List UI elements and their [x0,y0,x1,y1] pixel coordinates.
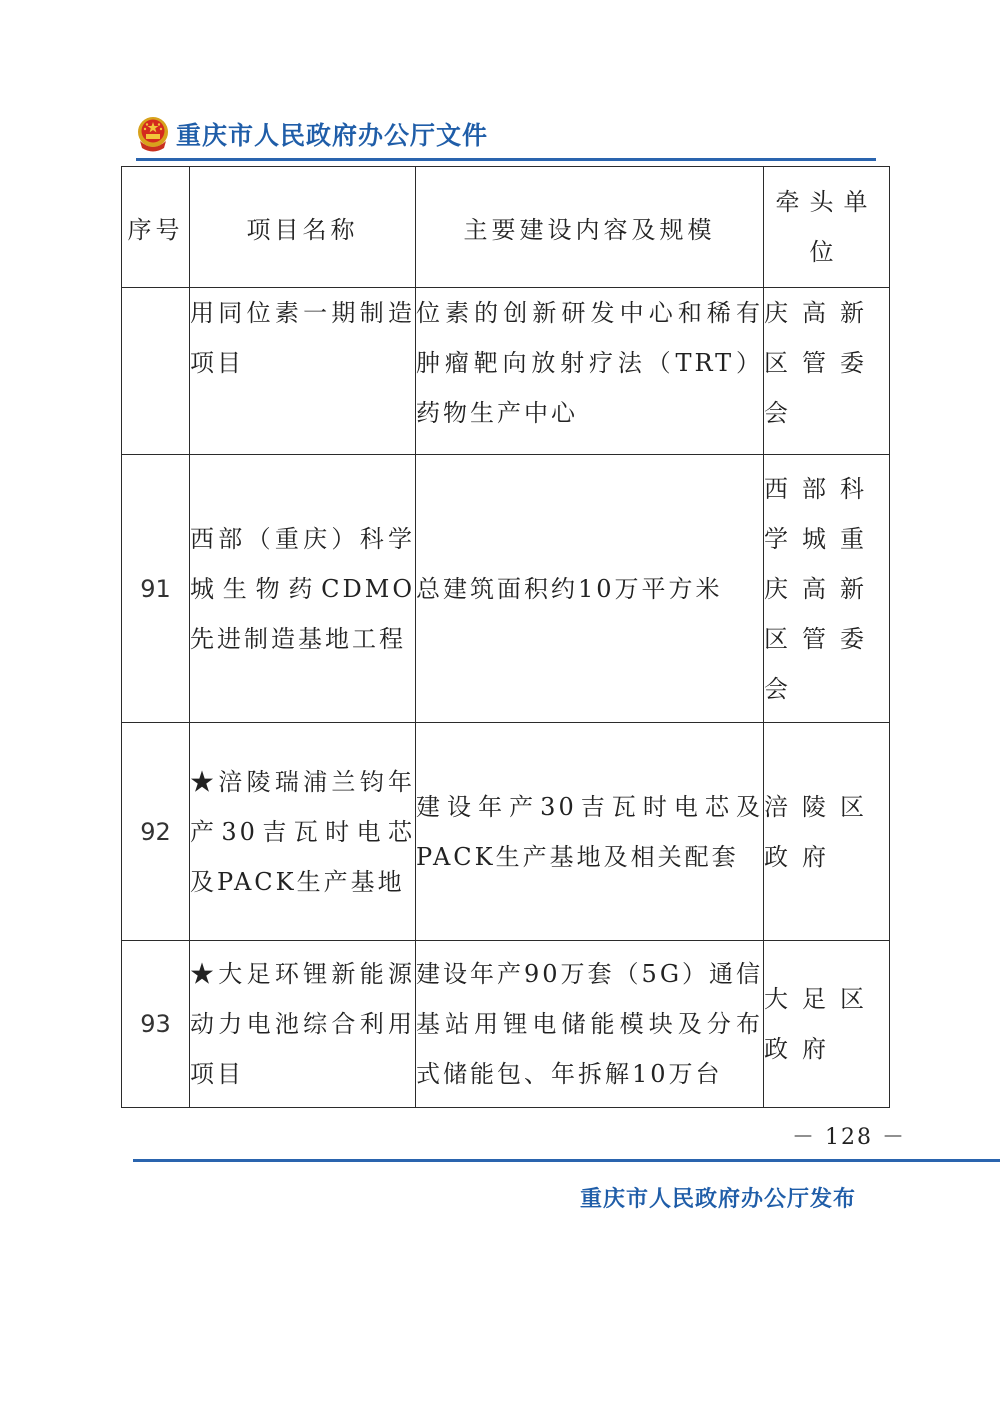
row-project-name: ★大足环锂新能源动力电池综合利用项目 [190,941,416,1108]
row-content: 位素的创新研发中心和稀有肿瘤靶向放射疗法（TRT）药物生产中心 [416,288,764,455]
table-row [122,723,890,941]
column-header-seq: 序号 [122,167,190,288]
table-header-row [122,167,890,288]
row-seq [122,288,190,455]
page-number: － 128 － [792,1125,906,1150]
column-header-name: 项目名称 [190,167,416,288]
row-lead-unit: 涪陵区政府 [764,723,890,941]
row-content: 建设年产90万套（5G）通信基站用锂电储能模块及分布式储能包、年拆解10万台 [416,941,764,1108]
row-project-name: 用同位素一期制造项目 [190,288,416,455]
row-lead-unit: 庆高新区管委会 [764,288,890,455]
column-header-lead: 牵头单位 [764,167,890,288]
table-row [122,455,890,723]
national-emblem-icon [136,115,170,153]
header-title: 重庆市人民政府办公厅文件 [176,121,489,150]
footer-publisher: 重庆市人民政府办公厅发布 [580,1187,857,1212]
row-lead-unit: 大足区政府 [764,941,890,1108]
document-header [136,112,488,156]
column-header-content: 主要建设内容及规模 [416,167,764,288]
row-content: 建设年产30吉瓦时电芯及PACK生产基地及相关配套 [416,723,764,941]
footer-divider [133,1159,1000,1162]
row-seq: 91 [122,455,190,723]
project-table [121,166,890,1108]
row-content: 总建筑面积约10万平方米 [416,455,764,723]
row-lead-unit: 西部科学城重庆高新区管委会 [764,455,890,723]
row-seq: 93 [122,941,190,1108]
row-project-name: ★涪陵瑞浦兰钧年产30吉瓦时电芯及PACK生产基地 [190,723,416,941]
header-divider [136,158,876,161]
table-row [122,941,890,1108]
table-row [122,288,890,455]
row-project-name: 西部（重庆）科学城生物药CDMO先进制造基地工程 [190,455,416,723]
row-seq: 92 [122,723,190,941]
